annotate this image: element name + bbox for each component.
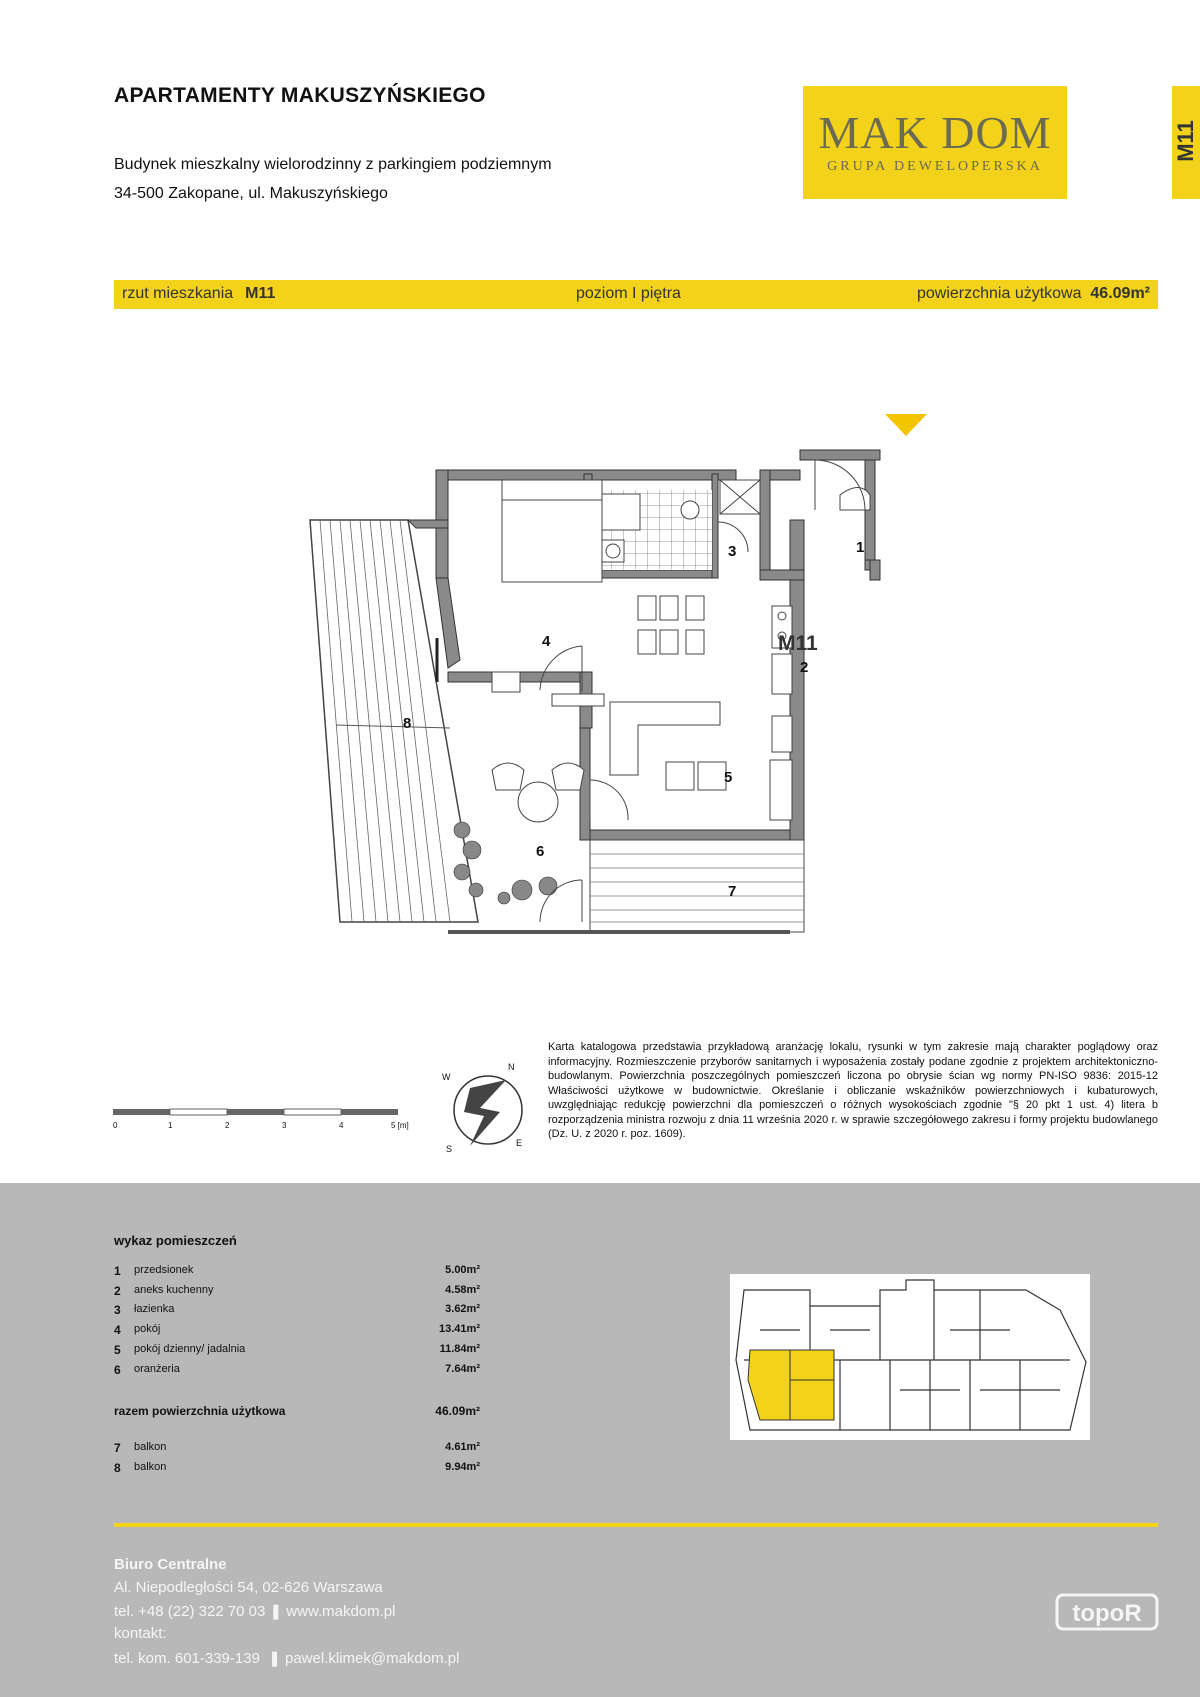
contact-label: kontakt: [114,1625,167,1642]
info-bar [114,280,1158,309]
key-plan-unit-highlight [748,1350,834,1420]
room-label-4: 4 [542,633,551,650]
room-label-7: 7 [728,883,737,900]
office-name: Biuro Centralne [114,1556,227,1573]
level-label: poziom I piętra [576,285,681,302]
room-row: 5 pokój dzienny/ jadalnia 11.84m² [114,1343,480,1357]
scale-tick: 4 [339,1121,344,1130]
room-row: 2 aneks kuchenny 4.58m² [114,1284,480,1298]
disclaimer-text: Karta katalogowa przedstawia przykładową aranżację lokalu, rysunki w tym zakresie mają charakter poglądowy oraz informacyjny. Rozmieszczenie przyborów sanitarnych i wyposażenia zostały podane zgodnie z projektem architektoniczno-budowlanym. Powierzchnia poszczególnych pomieszczeń liczona po obrysie ścian wg normy PN-ISO 9836: 2015-12 Właściwości użytkowe w budownictwie. Określanie i obliczanie wskaźników powierzchniowych i kubaturowych, uwzględniając redukcję powierzchni dla pomieszczeń o różnych wysokościach zgodnie "§ 20 pkt 1 ust. 4) litera b rozporządzenia ministra rozwoju z dnia 11 września 2020 r. w sprawie szczegółowego zakresu i formy projektu budowlanego (Dz. U. z 2020 r. poz. 1609). [548,1041,1158,1140]
mobile-phone: tel. kom. 601-339-139 [114,1650,260,1667]
plants-icon [454,822,557,904]
svg-text:topoR: topoR [1072,1600,1142,1627]
side-tab-label: M11 [1173,120,1198,162]
total-area-value: 46.09m² [435,1404,480,1418]
office-address: Al. Niepodległości 54, 02-626 Warszawa [114,1579,383,1596]
room-label-8: 8 [403,715,412,732]
area-value: 46.09m² [1090,285,1150,302]
logo-sub-text: GRUPA DEWELOPERSKA [827,159,1043,174]
phone-line: tel. +48 (22) 322 70 03 ❚ www.makdom.pl [114,1603,396,1620]
compass-n: N [508,1062,515,1072]
table-icon [518,782,558,822]
building-description: Budynek mieszkalny wielorodzinny z parkingiem podziemnym [114,156,552,173]
logo-main-text: MAK DOM [818,107,1052,158]
topor-logo [1055,1585,1159,1637]
balcony-row: 7 balkon 4.61m² [114,1441,480,1455]
office-phone: tel. +48 (22) 322 70 03 [114,1603,266,1620]
rooms-heading: wykaz pomieszczeń [114,1233,237,1248]
plan-label: rzut mieszkania [122,285,234,302]
room-label-2: 2 [800,659,809,676]
makdom-logo [803,86,1067,199]
room-row: 3 łazienka 3.62m² [114,1303,480,1317]
entrance-arrow-icon [885,414,927,436]
toilet-icon [681,501,699,519]
scale-tick: 5 [m] [391,1121,409,1130]
scale-bar [113,1103,413,1133]
scale-tick: 3 [282,1121,287,1130]
floor-plan [300,410,960,940]
unit-code: M11 [245,285,276,302]
total-area-row [114,1404,480,1418]
room-row: 6 oranżeria 7.64m² [114,1363,480,1377]
desk-icon [492,672,520,692]
compass-s: S [446,1144,453,1154]
scale-tick: 1 [168,1121,173,1130]
area-label: powierzchnia użytkowa [916,285,1082,302]
room-row: 1 przedsionek 5.00m² [114,1264,480,1278]
balcony-row: 8 balkon 9.94m² [114,1461,480,1475]
room-label-5: 5 [724,769,733,786]
room-label-3: 3 [728,543,737,560]
compass-e: E [516,1138,523,1148]
building-address: 34-500 Zakopane, ul. Makuszyńskiego [114,185,388,202]
mobile-line: tel. kom. 601-339-139 ❚ pawel.klimek@makdom.pl [114,1650,460,1667]
footer-divider [114,1523,1158,1527]
key-plan [730,1270,1090,1450]
email-link[interactable]: pawel.klimek@makdom.pl [285,1650,460,1667]
room-label-6: 6 [536,843,545,860]
wardrobe-icon [552,694,604,706]
compass-icon [440,1060,540,1160]
website-link[interactable]: www.makdom.pl [286,1603,396,1620]
washbasin-icon [840,488,870,511]
total-area-label: razem powierzchnia użytkowa [114,1404,286,1418]
project-title: APARTAMENTY MAKUSZYŃSKIEGO [114,84,486,107]
washing-machine-icon [602,540,624,562]
room-row: 4 pokój 13.41m² [114,1323,480,1337]
scale-tick: 2 [225,1121,230,1130]
compass-w: W [442,1072,451,1082]
unit-side-tab [1172,86,1200,199]
unit-label: M11 [778,632,818,655]
bed-icon [502,480,602,582]
room-label-1: 1 [856,539,865,556]
scale-tick: 0 [113,1121,118,1130]
